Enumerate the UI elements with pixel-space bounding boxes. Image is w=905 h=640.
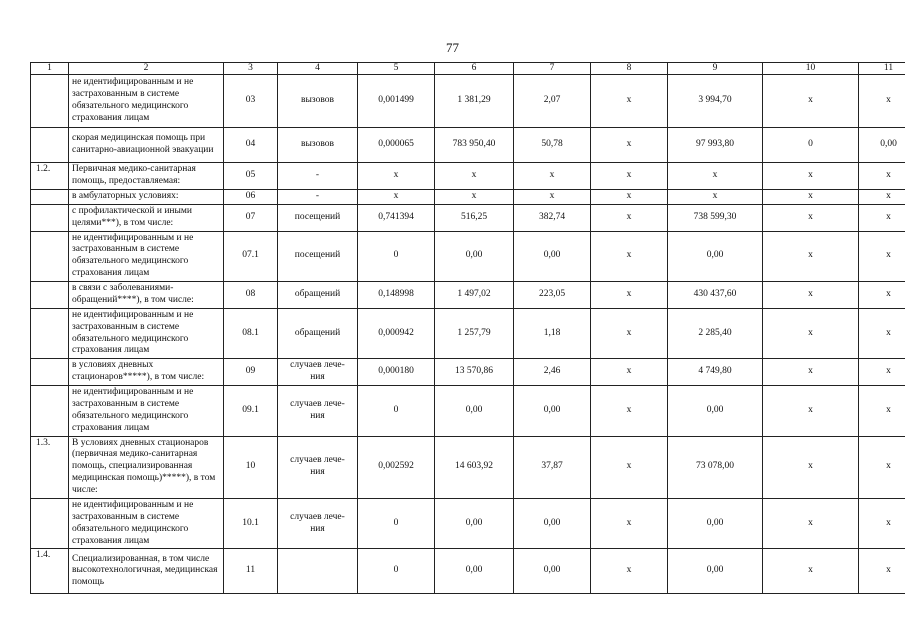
row-description: Специализированная, в том числе высокотехнологичная, медицинская помощь [69, 549, 224, 594]
row-unit: - [278, 163, 358, 190]
cell-col9: x [668, 189, 763, 204]
cell-col10: x [763, 308, 859, 359]
row-code [31, 204, 69, 231]
row-description: скорая медицинская помощь при санитарно-авиационной эвакуации [69, 128, 224, 163]
row-description: не идентифицированным и не застрахованным в системе обязательного медицинского страхования лицам [69, 231, 224, 282]
table-row [31, 498, 905, 549]
cell-col7: 2,46 [514, 359, 591, 386]
table-row [31, 231, 905, 282]
column-number: 5 [358, 63, 435, 75]
column-number: 11 [859, 63, 905, 75]
data-table [30, 62, 905, 594]
cell-col5: 0 [358, 231, 435, 282]
table-row [31, 189, 905, 204]
cell-col5: x [358, 189, 435, 204]
cell-col6: 14 603,92 [435, 436, 514, 498]
column-number: 6 [435, 63, 514, 75]
cell-col11: x [859, 386, 905, 437]
cell-col11: x [859, 436, 905, 498]
cell-col11: x [859, 163, 905, 190]
cell-col10: x [763, 549, 859, 594]
column-number: 1 [31, 63, 69, 75]
cell-col9: 0,00 [668, 498, 763, 549]
cell-col10: x [763, 189, 859, 204]
row-unit: посещений [278, 231, 358, 282]
cell-col5: x [358, 163, 435, 190]
cell-col10: 0 [763, 128, 859, 163]
table-row [31, 128, 905, 163]
row-description: в связи с заболеваниями-обращений****), в том числе: [69, 282, 224, 309]
row-number: 10.1 [224, 498, 278, 549]
cell-col7: 37,87 [514, 436, 591, 498]
cell-col5: 0,000942 [358, 308, 435, 359]
cell-col8: x [591, 386, 668, 437]
cell-col6: 0,00 [435, 386, 514, 437]
row-number: 05 [224, 163, 278, 190]
cell-col6: 0,00 [435, 498, 514, 549]
column-number: 2 [69, 63, 224, 75]
row-unit: - [278, 189, 358, 204]
row-code [31, 359, 69, 386]
cell-col5: 0 [358, 498, 435, 549]
row-unit: случаев лече- ния [278, 498, 358, 549]
cell-col11: 0,00 [859, 128, 905, 163]
cell-col10: x [763, 282, 859, 309]
row-code [31, 498, 69, 549]
cell-col10: x [763, 386, 859, 437]
table-row [31, 436, 905, 498]
cell-col11: x [859, 282, 905, 309]
column-number: 10 [763, 63, 859, 75]
cell-col8: x [591, 549, 668, 594]
cell-col9: 73 078,00 [668, 436, 763, 498]
row-description: в условиях дневных стационаров*****), в том числе: [69, 359, 224, 386]
cell-col7: 0,00 [514, 549, 591, 594]
cell-col7: 382,74 [514, 204, 591, 231]
row-unit: случаев лече- ния [278, 386, 358, 437]
table-row [31, 204, 905, 231]
cell-col8: x [591, 75, 668, 128]
column-number: 3 [224, 63, 278, 75]
cell-col8: x [591, 308, 668, 359]
cell-col7: 1,18 [514, 308, 591, 359]
row-number: 07 [224, 204, 278, 231]
cell-col7: 2,07 [514, 75, 591, 128]
row-description: с профилактической и иными целями***), в том числе: [69, 204, 224, 231]
cell-col9: 0,00 [668, 386, 763, 437]
row-code [31, 189, 69, 204]
row-description: В условиях дневных стационаров (первичная медико-санитарная помощь, специализированная медицинская помощь)*****), в том числе: [69, 436, 224, 498]
row-number: 03 [224, 75, 278, 128]
cell-col10: x [763, 436, 859, 498]
cell-col10: x [763, 359, 859, 386]
row-code [31, 282, 69, 309]
row-number: 08.1 [224, 308, 278, 359]
row-unit [278, 549, 358, 594]
row-code [31, 231, 69, 282]
row-number: 08 [224, 282, 278, 309]
row-code: 1.3. [31, 436, 69, 498]
row-code [31, 75, 69, 128]
cell-col8: x [591, 498, 668, 549]
cell-col10: x [763, 498, 859, 549]
cell-col11: x [859, 549, 905, 594]
cell-col8: x [591, 436, 668, 498]
row-description: не идентифицированным и не застрахованным в системе обязательного медицинского страхования лицам [69, 75, 224, 128]
row-description: не идентифицированным и не застрахованным в системе обязательного медицинского страхования лицам [69, 498, 224, 549]
table-row [31, 308, 905, 359]
row-code: 1.4. [31, 549, 69, 594]
table-row [31, 163, 905, 190]
page-number: 77 [446, 40, 459, 55]
row-number: 09.1 [224, 386, 278, 437]
column-number: 9 [668, 63, 763, 75]
row-code [31, 128, 69, 163]
cell-col7: 0,00 [514, 498, 591, 549]
cell-col8: x [591, 231, 668, 282]
cell-col7: 223,05 [514, 282, 591, 309]
row-number: 04 [224, 128, 278, 163]
row-unit: вызовов [278, 128, 358, 163]
row-number: 09 [224, 359, 278, 386]
cell-col11: x [859, 498, 905, 549]
table-row [31, 386, 905, 437]
cell-col9: x [668, 163, 763, 190]
cell-col8: x [591, 359, 668, 386]
cell-col7: x [514, 163, 591, 190]
cell-col7: 0,00 [514, 231, 591, 282]
cell-col9: 3 994,70 [668, 75, 763, 128]
row-number: 06 [224, 189, 278, 204]
cell-col8: x [591, 282, 668, 309]
cell-col6: 516,25 [435, 204, 514, 231]
cell-col11: x [859, 75, 905, 128]
cell-col9: 0,00 [668, 549, 763, 594]
column-number-row [31, 63, 905, 75]
cell-col10: x [763, 75, 859, 128]
row-unit: случаев лече- ния [278, 436, 358, 498]
table-row [31, 359, 905, 386]
cell-col5: 0,148998 [358, 282, 435, 309]
cell-col5: 0,001499 [358, 75, 435, 128]
cell-col10: x [763, 163, 859, 190]
cell-col11: x [859, 189, 905, 204]
row-number: 07.1 [224, 231, 278, 282]
cell-col9: 430 437,60 [668, 282, 763, 309]
row-unit: посещений [278, 204, 358, 231]
cell-col6: 1 381,29 [435, 75, 514, 128]
cell-col9: 0,00 [668, 231, 763, 282]
cell-col11: x [859, 231, 905, 282]
cell-col10: x [763, 231, 859, 282]
cell-col8: x [591, 163, 668, 190]
cell-col6: 1 257,79 [435, 308, 514, 359]
row-number: 10 [224, 436, 278, 498]
row-description: не идентифицированным и не застрахованным в системе обязательного медицинского страхования лицам [69, 308, 224, 359]
cell-col7: 0,00 [514, 386, 591, 437]
table-row [31, 549, 905, 594]
row-code [31, 308, 69, 359]
cell-col5: 0,000065 [358, 128, 435, 163]
table-row [31, 75, 905, 128]
cell-col11: x [859, 359, 905, 386]
row-unit: обращений [278, 282, 358, 309]
cell-col11: x [859, 204, 905, 231]
row-unit: вызовов [278, 75, 358, 128]
column-number: 7 [514, 63, 591, 75]
cell-col9: 4 749,80 [668, 359, 763, 386]
table-row [31, 282, 905, 309]
cell-col10: x [763, 204, 859, 231]
cell-col5: 0,000180 [358, 359, 435, 386]
cell-col9: 97 993,80 [668, 128, 763, 163]
cell-col8: x [591, 204, 668, 231]
cell-col9: 2 285,40 [668, 308, 763, 359]
cell-col7: 50,78 [514, 128, 591, 163]
cell-col6: x [435, 163, 514, 190]
row-description: в амбулаторных условиях: [69, 189, 224, 204]
row-description: Первичная медико-санитарная помощь, предоставляемая: [69, 163, 224, 190]
cell-col8: x [591, 128, 668, 163]
row-number: 11 [224, 549, 278, 594]
cell-col6: x [435, 189, 514, 204]
cell-col5: 0 [358, 386, 435, 437]
column-number: 4 [278, 63, 358, 75]
row-unit: случаев лече- ния [278, 359, 358, 386]
row-unit: обращений [278, 308, 358, 359]
cell-col5: 0,741394 [358, 204, 435, 231]
cell-col9: 738 599,30 [668, 204, 763, 231]
cell-col7: x [514, 189, 591, 204]
row-description: не идентифицированным и не застрахованным в системе обязательного медицинского страхования лицам [69, 386, 224, 437]
cell-col11: x [859, 308, 905, 359]
cell-col5: 0,002592 [358, 436, 435, 498]
row-code: 1.2. [31, 163, 69, 190]
cell-col8: x [591, 189, 668, 204]
row-code [31, 386, 69, 437]
column-number: 8 [591, 63, 668, 75]
cell-col6: 783 950,40 [435, 128, 514, 163]
cell-col6: 0,00 [435, 231, 514, 282]
cell-col6: 1 497,02 [435, 282, 514, 309]
cell-col5: 0 [358, 549, 435, 594]
cell-col6: 0,00 [435, 549, 514, 594]
cell-col6: 13 570,86 [435, 359, 514, 386]
